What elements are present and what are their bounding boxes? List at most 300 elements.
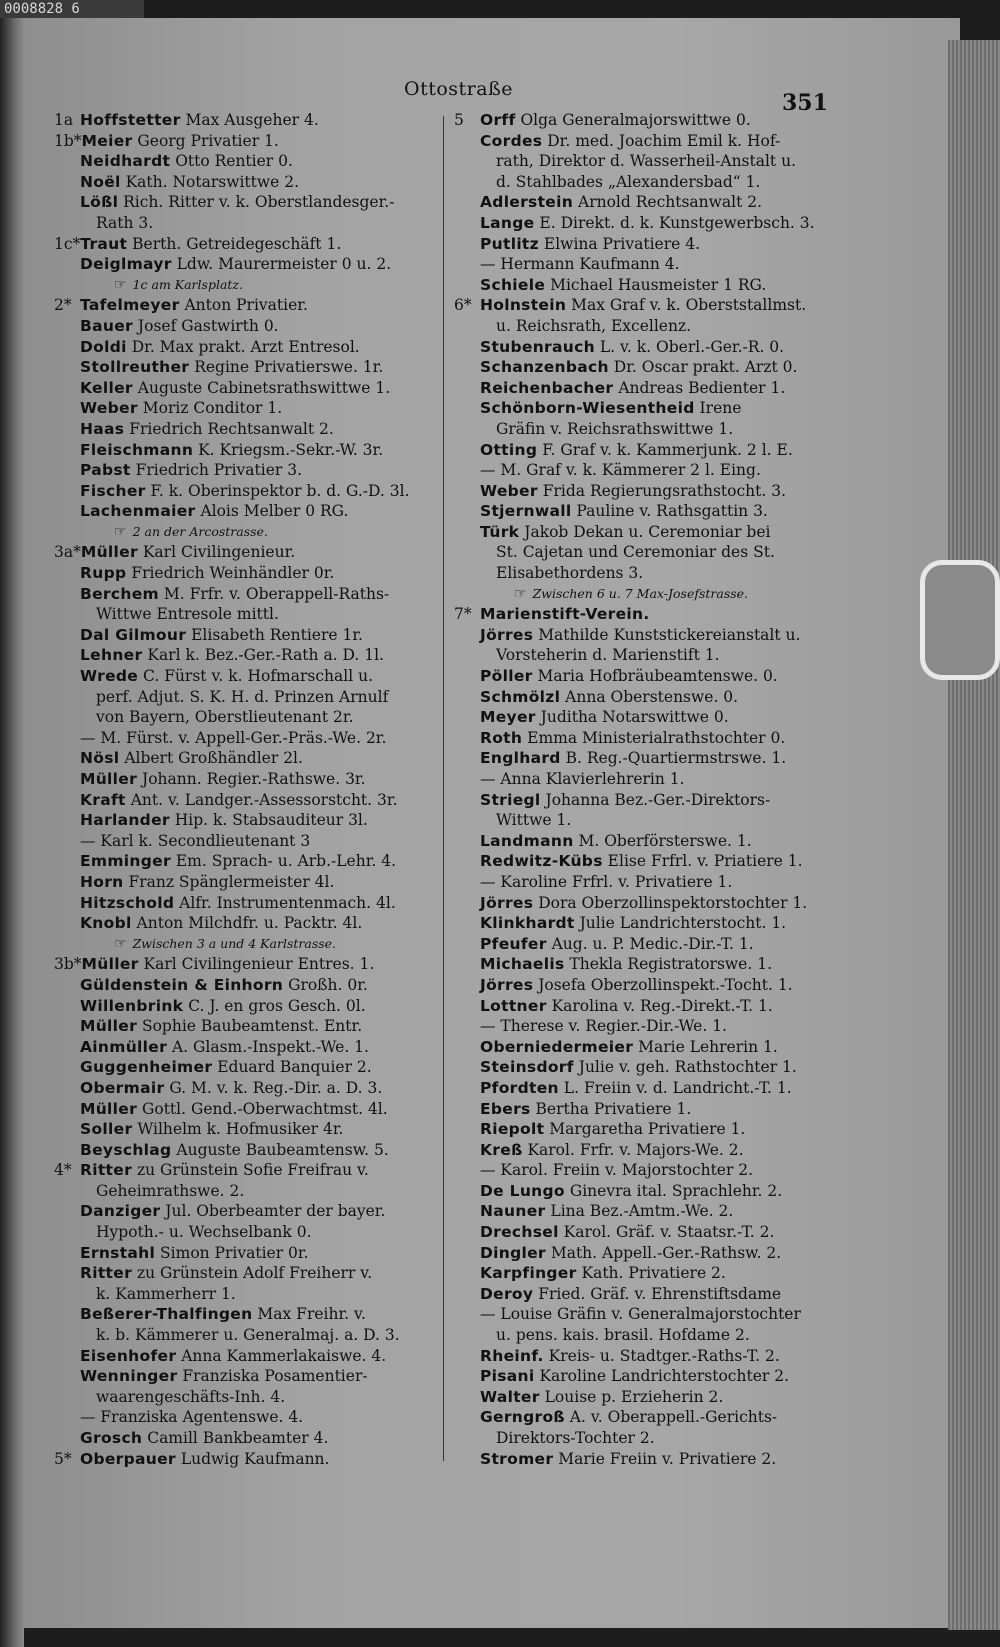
resident-details: Otto Rentier 0. [175,152,293,171]
resident-name: Emminger [80,852,171,871]
resident-name: Lößl [80,193,119,212]
resident-details: L. Freiin v. d. Landricht.-T. 1. [563,1078,792,1097]
resident-details: Jul. Oberbeamter der bayer. [165,1202,386,1221]
page-title: Ottostraße [404,78,514,100]
directory-entry [54,1099,434,1120]
directory-entry [54,254,434,275]
resident-name: Neidhardt [80,152,171,171]
resident-name: Stollreuther [80,358,190,377]
resident-name: Weber [80,399,138,418]
resident-details: Sophie Baubeamtenst. Entr. [141,1017,363,1036]
resident-details: Marie Lehrerin 1. [638,1037,778,1056]
resident-name: Grosch [80,1429,143,1447]
resident-name: Guggenheimer [80,1058,213,1077]
house-number: 3a* [54,543,81,562]
resident-name: Karpfinger [480,1264,577,1283]
resident-details: Mathilde Kunststickereianstalt u. [538,625,801,644]
resident-name: Keller [80,378,133,397]
resident-name: Müller [80,1099,138,1118]
resident-name: Jörres [480,975,534,994]
entry-continuation: k. b. Kämmerer u. Generalmaj. a. D. 3. [96,1326,400,1345]
resident-details: Hip. k. Stabsauditeur 3l. [174,811,368,830]
resident-name: Beßerer-Thalfingen [80,1305,253,1324]
section-note-text: Zwischen 6 u. 7 Max-Josefstrasse. [532,585,749,601]
resident-name: Ritter [80,1161,133,1180]
entry-continuation: — Karl k. Secondlieutenant 3 [80,831,311,850]
directory-entry [454,1407,824,1428]
directory-entry [454,501,824,522]
resident-details: F. k. Oberinspektor b. d. G.-D. 3l. [150,481,410,500]
directory-entry [54,192,434,213]
house-number: 7* [454,605,472,624]
resident-name: Cordes [480,131,543,150]
resident-name: Nauner [480,1202,546,1221]
directory-entry [454,192,824,213]
resident-details: Dr. med. Joachim Emil k. Hof- [547,131,781,150]
resident-name: Schmölzl [480,687,561,706]
entry-continuation: — Franziska Agentenswe. 4. [80,1408,304,1427]
resident-name: Fleischmann [80,440,194,459]
resident-name: Pisani [480,1367,535,1386]
resident-name: Adlerstein [480,193,574,212]
directory-entry [454,234,824,255]
resident-details: M. Frfr. v. Oberappell-Raths- [163,584,390,603]
resident-name: Dal Gilmour [80,625,187,644]
resident-name: Lachenmaier [80,502,196,521]
resident-name: De Lungo [480,1181,565,1200]
resident-name: Harlander [80,811,170,830]
section-note [454,584,824,605]
resident-name: Stubenrauch [480,337,595,356]
directory-entry [54,1078,434,1099]
directory-entry [54,872,434,893]
resident-details: Dr. Oscar prakt. Arzt 0. [613,358,798,377]
resident-details: Bertha Privatiere 1. [535,1099,692,1118]
directory-entry [54,1366,434,1387]
resident-details: Eduard Banquier 2. [217,1058,372,1077]
resident-details: A. Glasm.-Inspekt.-We. 1. [171,1037,369,1056]
directory-entry [454,666,824,687]
resident-name: Lottner [480,996,547,1015]
directory-entry [454,337,824,358]
resident-name: Dingler [480,1243,546,1262]
resident-details: Anna Kammerlakaiswe. 4. [181,1346,387,1365]
resident-name: Weber [480,481,538,500]
resident-name: Landmann [480,831,574,850]
section-note-text: 1c am Karlsplatz. [132,276,243,292]
entry-continuation: Elisabethordens 3. [496,564,644,583]
resident-details: K. Kriegsm.-Sekr.-W. 3r. [198,440,384,459]
directory-entry [454,893,824,914]
resident-name: Ebers [480,1099,531,1118]
resident-name: Roth [480,728,523,747]
resident-details: A. v. Oberappell.-Gerichts- [569,1408,778,1427]
resident-name: Müller [80,770,138,788]
resident-details: Kath. Notarswittwe 2. [125,172,300,191]
entry-continuation: — Anna Klavierlehrerin 1. [480,770,685,788]
resident-details: Johanna Bez.-Ger.-Direktors- [545,790,771,809]
directory-entry [54,398,434,419]
entry-continuation: Wittwe Entresole mittl. [96,605,279,624]
directory-entry [54,110,434,131]
directory-entry [454,481,824,502]
entry-continuation: Gräfin v. Reichsrathswittwe 1. [496,419,734,438]
entry-continuation: Wittwe 1. [496,811,572,830]
resident-details: Marie Freiin v. Privatiere 2. [558,1449,777,1468]
resident-name: Jörres [480,893,534,912]
resident-name: Putlitz [480,234,539,253]
resident-details: Albert Großhändler 2l. [124,749,303,768]
directory-entry [54,563,434,584]
scan-id-label: 0008828 6 [0,0,144,18]
resident-details: Josef Gastwirth 0. [137,316,279,335]
resident-name: Horn [80,872,124,891]
resident-details: Auguste Cabinetsrathswittwe 1. [137,378,391,397]
resident-name: Hitzschold [80,893,175,912]
book-spine-edge [0,0,24,1647]
directory-entry [454,1057,824,1078]
resident-details: Max Freihr. v. [257,1305,366,1324]
entry-continuation: k. Kammerherr 1. [96,1284,236,1303]
directory-entry [54,1201,434,1222]
directory-entry [54,913,434,934]
directory-entry [454,625,824,646]
resident-details: Em. Sprach- u. Arb.-Lehr. 4. [175,852,397,871]
resident-name: Pfeufer [480,934,547,953]
page-number: 351 [782,90,828,116]
book-fore-edge [948,40,1000,1630]
right-column [454,110,824,1469]
directory-entry [54,645,434,666]
resident-details: Gottl. Gend.-Oberwachtmst. 4l. [141,1099,388,1118]
directory-entry [54,1346,434,1367]
resident-details: Franziska Posamentier- [182,1367,368,1386]
pointing-hand-icon: ☞ [114,523,127,540]
directory-entry [54,1243,434,1264]
directory-entry [454,378,824,399]
directory-entry [454,996,824,1017]
directory-entry [454,398,824,419]
resident-name: Schönborn-Wiesentheid [480,399,695,418]
directory-entry [454,110,824,131]
resident-details: Elisabeth Rentiere 1r. [191,625,363,644]
directory-entry [454,440,824,461]
resident-name: Stjernwall [480,502,572,521]
resident-details: Anna Oberstenswe. 0. [565,687,739,706]
resident-name: Walter [480,1387,540,1406]
resident-name: Traut [80,234,128,253]
entry-continuation: von Bayern, Oberstlieutenant 2r. [96,708,354,727]
resident-name: Fischer [80,481,146,500]
directory-entry [454,913,824,934]
resident-name: Müller [80,1017,138,1036]
resident-name: Kraft [80,790,126,809]
resident-details: zu Grünstein Adolf Freiherr v. [136,1264,373,1283]
directory-entry [454,1119,824,1140]
directory-entry [454,1243,824,1264]
resident-details: Karl Civilingenieur Entres. 1. [143,955,375,974]
resident-name: Hoffstetter [80,111,181,129]
resident-name: Wrede [80,667,139,686]
resident-details: B. Reg.-Quartiermstrswe. 1. [565,749,787,768]
resident-name: Willenbrink [80,996,184,1015]
resident-name: Müller [80,543,138,562]
directory-entry [54,1449,434,1470]
entry-continuation: — Karoline Frfrl. v. Privatiere 1. [480,872,733,891]
directory-entry [454,604,824,625]
resident-name: Ritter [80,1264,133,1283]
resident-name: Meier [81,131,133,150]
resident-details: Friedrich Weinhändler 0r. [131,564,335,583]
entry-continuation: Rath 3. [96,213,154,232]
resident-name: Holnstein [480,296,567,315]
resident-name: Bauer [80,316,133,335]
house-number: 2* [54,296,72,315]
directory-entry [54,625,434,646]
resident-details: Karol. Gräf. v. Staatsr.-T. 2. [563,1223,775,1242]
resident-name: Gerngroß [480,1408,565,1427]
house-number: 5* [54,1449,72,1468]
resident-name: Ernstahl [80,1243,156,1262]
resident-name: Deroy [480,1284,534,1303]
directory-entry [54,1057,434,1078]
resident-name: Wenninger [80,1367,178,1386]
directory-entry [454,213,824,234]
resident-details: Karolina v. Reg.-Direkt.-T. 1. [551,996,773,1015]
resident-name: Michaelis [480,955,565,974]
entry-continuation: — Therese v. Regier.-Dir.-We. 1. [480,1017,727,1036]
resident-details: Emma Ministerialrathstochter 0. [527,728,786,747]
resident-name: Noël [80,172,121,191]
directory-entry [54,1140,434,1161]
resident-details: Ldw. Maurermeister 0 u. 2. [176,255,392,274]
directory-entry [54,893,434,914]
directory-entry [454,1201,824,1222]
directory-entry [54,1016,434,1037]
directory-entry [54,851,434,872]
resident-details: Fried. Gräf. v. Ehrenstiftsdame [538,1284,782,1303]
resident-details: Wilhelm k. Hofmusiker 4r. [137,1120,344,1139]
resident-details: Friedrich Privatier 3. [135,461,303,480]
resident-details: Josefa Oberzollinspekt.-Tocht. 1. [538,975,793,994]
resident-name: Haas [80,419,125,438]
directory-entry [454,1222,824,1243]
directory-entry [54,419,434,440]
resident-details: Michael Hausmeister 1 RG. [550,275,767,294]
entry-continuation: St. Cajetan und Ceremoniar des St. [496,543,775,562]
directory-entry [454,707,824,728]
directory-entry [54,975,434,996]
resident-name: Pöller [480,667,533,686]
directory-entry [454,831,824,852]
house-number: 3b* [54,955,82,974]
resident-details: L. v. k. Oberl.-Ger.-R. 0. [599,337,785,356]
resident-name: Ainmüller [80,1037,168,1056]
resident-details: E. Direkt. d. k. Kunstgewerbsch. 3. [539,213,815,232]
resident-details: Max Graf v. k. Oberststallmst. [571,296,807,315]
resident-details: Moriz Conditor 1. [142,399,283,418]
resident-name: Kreß [480,1140,523,1159]
resident-details: Karoline Landrichterstochter 2. [539,1367,789,1386]
resident-name: Lange [480,213,535,232]
section-note-text: 2 an der Arcostrasse. [132,523,268,539]
directory-entry [54,316,434,337]
pointing-hand-icon: ☞ [514,585,527,602]
house-number: 1b* [54,131,82,150]
resident-name: Otting [480,440,538,459]
directory-entry [454,275,824,296]
resident-details: Alfr. Instrumentenmach. 4l. [179,893,396,912]
house-number: 6* [454,296,472,315]
resident-name: Stromer [480,1449,554,1468]
resident-details: Olga Generalmajorswittwe 0. [520,111,751,129]
house-number: 1a [54,111,74,129]
directory-entry [54,584,434,605]
entry-continuation: Vorsteherin d. Marienstift 1. [496,646,720,665]
resident-name: Obermair [80,1078,165,1097]
resident-details: Dora Oberzollinspektorstochter 1. [538,893,808,912]
directory-entry [454,687,824,708]
resident-details: Camill Bankbeamter 4. [147,1429,329,1447]
resident-details: Math. Appell.-Ger.-Rathsw. 2. [550,1243,782,1262]
resident-details: Irene [699,399,742,418]
directory-entry [454,1078,824,1099]
resident-details: Frida Regierungsrathstocht. 3. [542,481,787,500]
directory-entry [54,151,434,172]
directory-entry [54,337,434,358]
directory-entry [54,666,434,687]
directory-entry [454,1449,824,1470]
directory-entry [54,501,434,522]
resident-details: Karl Civilingenieur. [142,543,296,562]
resident-name: Reichenbacher [480,378,614,397]
entry-continuation: Direktors-Tochter 2. [496,1429,655,1447]
resident-name: Beyschlag [80,1140,172,1159]
directory-entry [54,295,434,316]
resident-name: Englhard [480,749,561,768]
directory-entry [454,522,824,543]
resident-name: Riepolt [480,1120,545,1139]
resident-name: Deiglmayr [80,255,172,274]
directory-entry [54,357,434,378]
resident-name: Soller [80,1120,133,1139]
book-clasp [920,560,1000,680]
resident-details: Kreis- u. Stadtger.-Raths-T. 2. [548,1346,780,1365]
directory-entry [454,1346,824,1367]
resident-name: Eisenhofer [80,1346,177,1365]
directory-entry [54,769,434,790]
resident-details: G. M. v. k. Reg.-Dir. a. D. 3. [169,1078,383,1097]
resident-name: Schiele [480,275,546,294]
directory-page [24,18,960,1628]
resident-details: Julie Landrichterstocht. 1. [579,914,787,933]
house-number: 4* [54,1161,72,1180]
directory-entry [54,172,434,193]
resident-details: Großh. 0r. [288,975,368,994]
directory-entry [454,1099,824,1120]
resident-details: Lina Bez.-Amtm.-We. 2. [550,1202,734,1221]
entry-continuation: — M. Graf v. k. Kämmerer 2 l. Eing. [480,461,761,480]
resident-details: Rich. Ritter v. k. Oberstlandesger.- [123,193,395,212]
resident-name: Drechsel [480,1223,559,1242]
column-divider [443,116,444,1461]
directory-entry [54,954,434,975]
resident-details: Andreas Bedienter 1. [618,378,786,397]
directory-entry [54,234,434,255]
resident-name: Rupp [80,564,127,583]
resident-details: Dr. Max prakt. Arzt Entresol. [131,337,360,356]
directory-entry [454,357,824,378]
resident-name: Doldi [80,337,127,356]
resident-name: Meyer [480,708,536,727]
resident-details: Louise p. Erzieherin 2. [544,1387,724,1406]
resident-details: Elise Frfrl. v. Priatiere 1. [607,852,803,871]
directory-entry [54,748,434,769]
section-note [54,522,434,543]
pointing-hand-icon: ☞ [114,935,127,952]
resident-name: Güldenstein & Einhorn [80,975,284,994]
directory-entry [54,1263,434,1284]
resident-name: Redwitz-Kübs [480,852,603,871]
resident-details: Berth. Getreidegeschäft 1. [132,234,342,253]
resident-name: Orff [480,111,516,129]
resident-name: Pfordten [480,1078,559,1097]
resident-name: Berchem [80,584,159,603]
directory-entry [54,481,434,502]
directory-entry [54,996,434,1017]
resident-details: Regine Privatierswe. 1r. [194,358,384,377]
entry-continuation: — M. Fürst. v. Appell-Ger.-Präs.-We. 2r. [80,728,387,747]
directory-entry [54,1160,434,1181]
directory-entry [54,810,434,831]
resident-details: Alois Melber 0 RG. [200,502,349,521]
resident-details: Ludwig Kaufmann. [180,1449,330,1468]
entry-continuation: — Karol. Freiin v. Majorstochter 2. [480,1161,754,1180]
resident-name: Nösl [80,749,120,768]
resident-details: Jakob Dekan u. Ceremoniar bei [524,522,771,541]
entry-continuation: waarengeschäfts-Inh. 4. [96,1387,286,1406]
entry-continuation: Geheimrathswe. 2. [96,1181,245,1200]
section-note [54,275,434,296]
entry-continuation: — Hermann Kaufmann 4. [480,255,680,274]
resident-details: C. J. en gros Gesch. 0l. [188,996,366,1015]
entry-continuation: d. Stahlbades „Alexandersbad“ 1. [496,172,761,191]
resident-name: Müller [81,955,139,974]
directory-entry [54,790,434,811]
pointing-hand-icon: ☞ [114,276,127,293]
directory-entry [454,1263,824,1284]
resident-name: Türk [480,522,520,541]
entry-continuation: u. pens. kais. brasil. Hofdame 2. [496,1326,750,1345]
resident-details: zu Grünstein Sofie Freifrau v. [136,1161,369,1180]
directory-entry [454,1284,824,1305]
directory-entry [54,1119,434,1140]
house-number: 1c* [54,234,81,253]
resident-details: Thekla Registratorswe. 1. [569,955,772,974]
resident-details: Ginevra ital. Sprachlehr. 2. [569,1181,783,1200]
directory-entry [454,1387,824,1408]
resident-name: Lehner [80,646,143,665]
directory-entry [54,1304,434,1325]
directory-entry [454,728,824,749]
left-column [54,110,434,1469]
directory-entry [454,975,824,996]
entry-continuation: rath, Direktor d. Wasserheil-Anstalt u. [496,152,796,171]
resident-name: Danziger [80,1202,161,1221]
entry-continuation: perf. Adjut. S. K. H. d. Prinzen Arnulf [96,687,389,706]
resident-name: Striegl [480,790,541,809]
directory-entry [54,1428,434,1449]
